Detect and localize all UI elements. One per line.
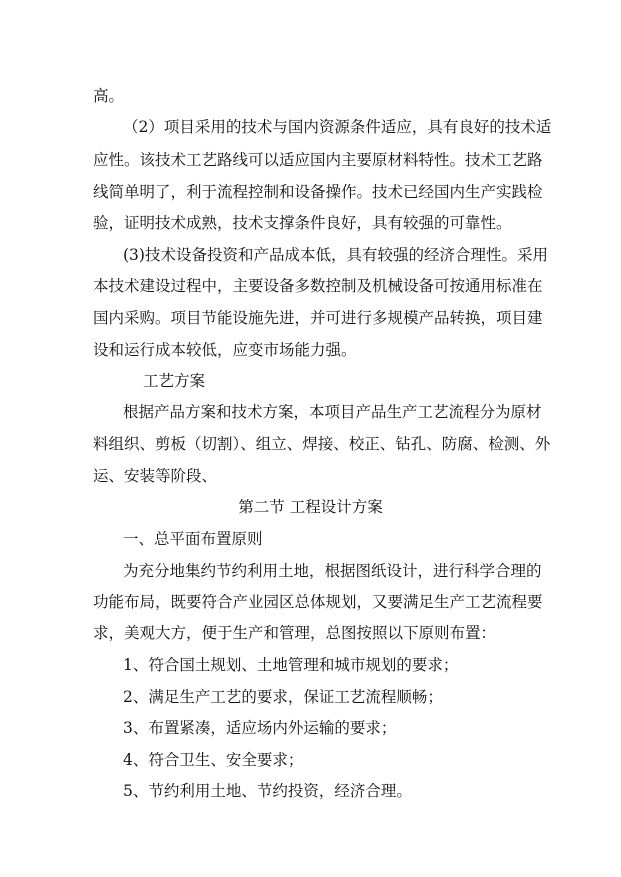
text-line: 运、安装等阶段、 bbox=[93, 467, 218, 485]
text-line: 根据产品方案和技术方案，本项目产品生产工艺流程分为原材 bbox=[123, 403, 542, 421]
text-line: 国内采购。项目节能设施先进，并可进行多规模产品转换，项目建 bbox=[93, 309, 543, 327]
text-line: 功能布局，既要符合产业园区总体规划，又要满足生产工艺流程要 bbox=[93, 593, 543, 611]
subsection-heading: 一、总平面布置原则 bbox=[123, 530, 263, 548]
list-item: 5、节约利用土地、节约投资，经济合理。 bbox=[123, 782, 412, 800]
text-line: (3)技术设备投资和产品成本低，具有较强的经济合理性。采用 bbox=[123, 246, 548, 264]
list-item: 3、布置紧凑，适应场内外运输的要求； bbox=[123, 719, 397, 737]
list-item: 2、满足生产工艺的要求，保证工艺流程顺畅； bbox=[123, 688, 443, 706]
text-line: 料组织、剪板（切割）、组立、焊接、校正、钻孔、防腐、检测、外 bbox=[93, 435, 551, 453]
text-line: 验，证明技术成熟，技术支撑条件良好，具有较强的可靠性。 bbox=[93, 214, 512, 232]
section-title: 第二节 工程设计方案 bbox=[238, 498, 383, 516]
section-heading: 工艺方案 bbox=[143, 372, 206, 390]
list-item: 4、符合卫生、安全要求； bbox=[123, 751, 304, 769]
text-line: （2）项目采用的技术与国内资源条件适应，具有良好的技术适 bbox=[123, 118, 552, 136]
text-line: 设和运行成本较低，应变市场能力强。 bbox=[93, 341, 357, 359]
text-line: 求，美观大方，便于生产和管理，总图按照以下原则布置： bbox=[93, 624, 497, 642]
text-line: 本技术建设过程中，主要设备多数控制及机械设备可按通用标准在 bbox=[93, 277, 543, 295]
list-item: 1、符合国土规划、土地管理和城市规划的要求； bbox=[123, 656, 459, 674]
text-line: 应性。该技术工艺路线可以适应国内主要原材料特性。技术工艺路 bbox=[93, 151, 543, 169]
text-line: 为充分地集约节约利用土地，根据图纸设计，进行科学合理的 bbox=[123, 562, 542, 580]
text-line: 线简单明了，利于流程控制和设备操作。技术已经国内生产实践检 bbox=[93, 183, 543, 201]
text-line: 高。 bbox=[93, 87, 125, 105]
